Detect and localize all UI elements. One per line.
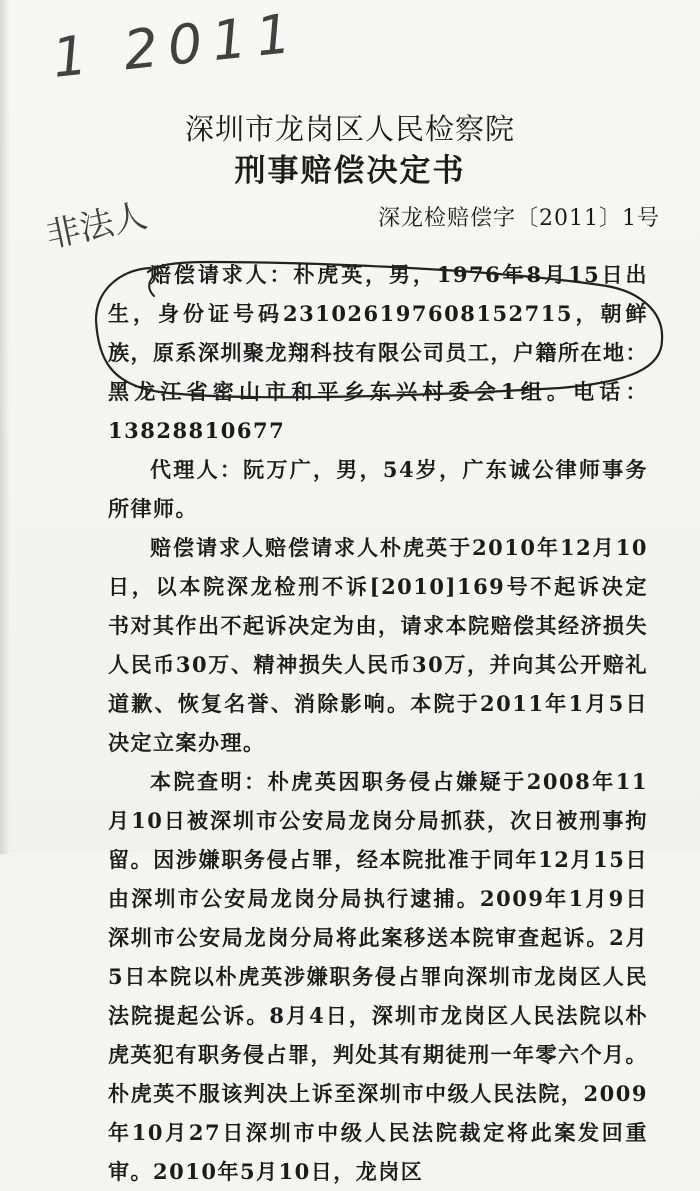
findings-paragraph: 本院查明：朴虎英因职务侵占嫌疑于2008年11月10日被深圳市公安局龙岗分局抓获，次日被刑事拘留。因涉嫌职务侵占罪，经本院批准于同年12月15日由深圳市公安局龙岗分局执行逮捕。2009年1月9日深圳市公安局龙岗分局将此案移送本院审查起诉。2月5日本院以朴虎英涉嫌职务侵占罪向深圳市龙岗区人民法院提起公诉。8月4日，深圳市龙岗区人民法院以朴虎英犯有职务侵占罪，判处其有期徒刑一年零六个月。朴虎英不服该判决上诉至深圳市中级人民法院，2009年10月27日深圳市中级人民法院裁定将此案发回重审。2010年5月10日，龙岗区	[108, 769, 648, 1184]
handwritten-page-note: 1 2011	[49, 1, 304, 90]
agent-paragraph: 代理人：阮万广，男，54岁，广东诚公律师事务所律师。	[108, 457, 648, 521]
claimant-paragraph: 赔偿请求人：朴虎英，男，1976年8月15日出生，身份证号码231026197608152715，朝鲜族，原系深圳聚龙翔科技有限公司员工，户籍所在地：黑龙江省密山市和平乡东兴村委会1组。电话：13828810677	[108, 262, 648, 443]
document-title: 刑事赔偿决定书	[234, 153, 466, 189]
issuing-agency: 深圳市龙岗区人民检察院	[184, 112, 515, 146]
handwritten-margin-note: 非法人	[42, 195, 151, 257]
document-body	[108, 255, 648, 1191]
claim-paragraph: 赔偿请求人赔偿请求人朴虎英于2010年12月10日，以本院深龙检刑不诉[2010]169号不起诉决定书对其作出不起诉决定为由，请求本院赔偿其经济损失人民币30万、精神损失人民币30万，并向其公开赔礼道歉、恢复名誉、消除影响。本院于2011年1月5日决定立案办理。	[108, 535, 648, 755]
document-number: 深龙检赔偿字〔2011〕1号	[378, 206, 660, 231]
